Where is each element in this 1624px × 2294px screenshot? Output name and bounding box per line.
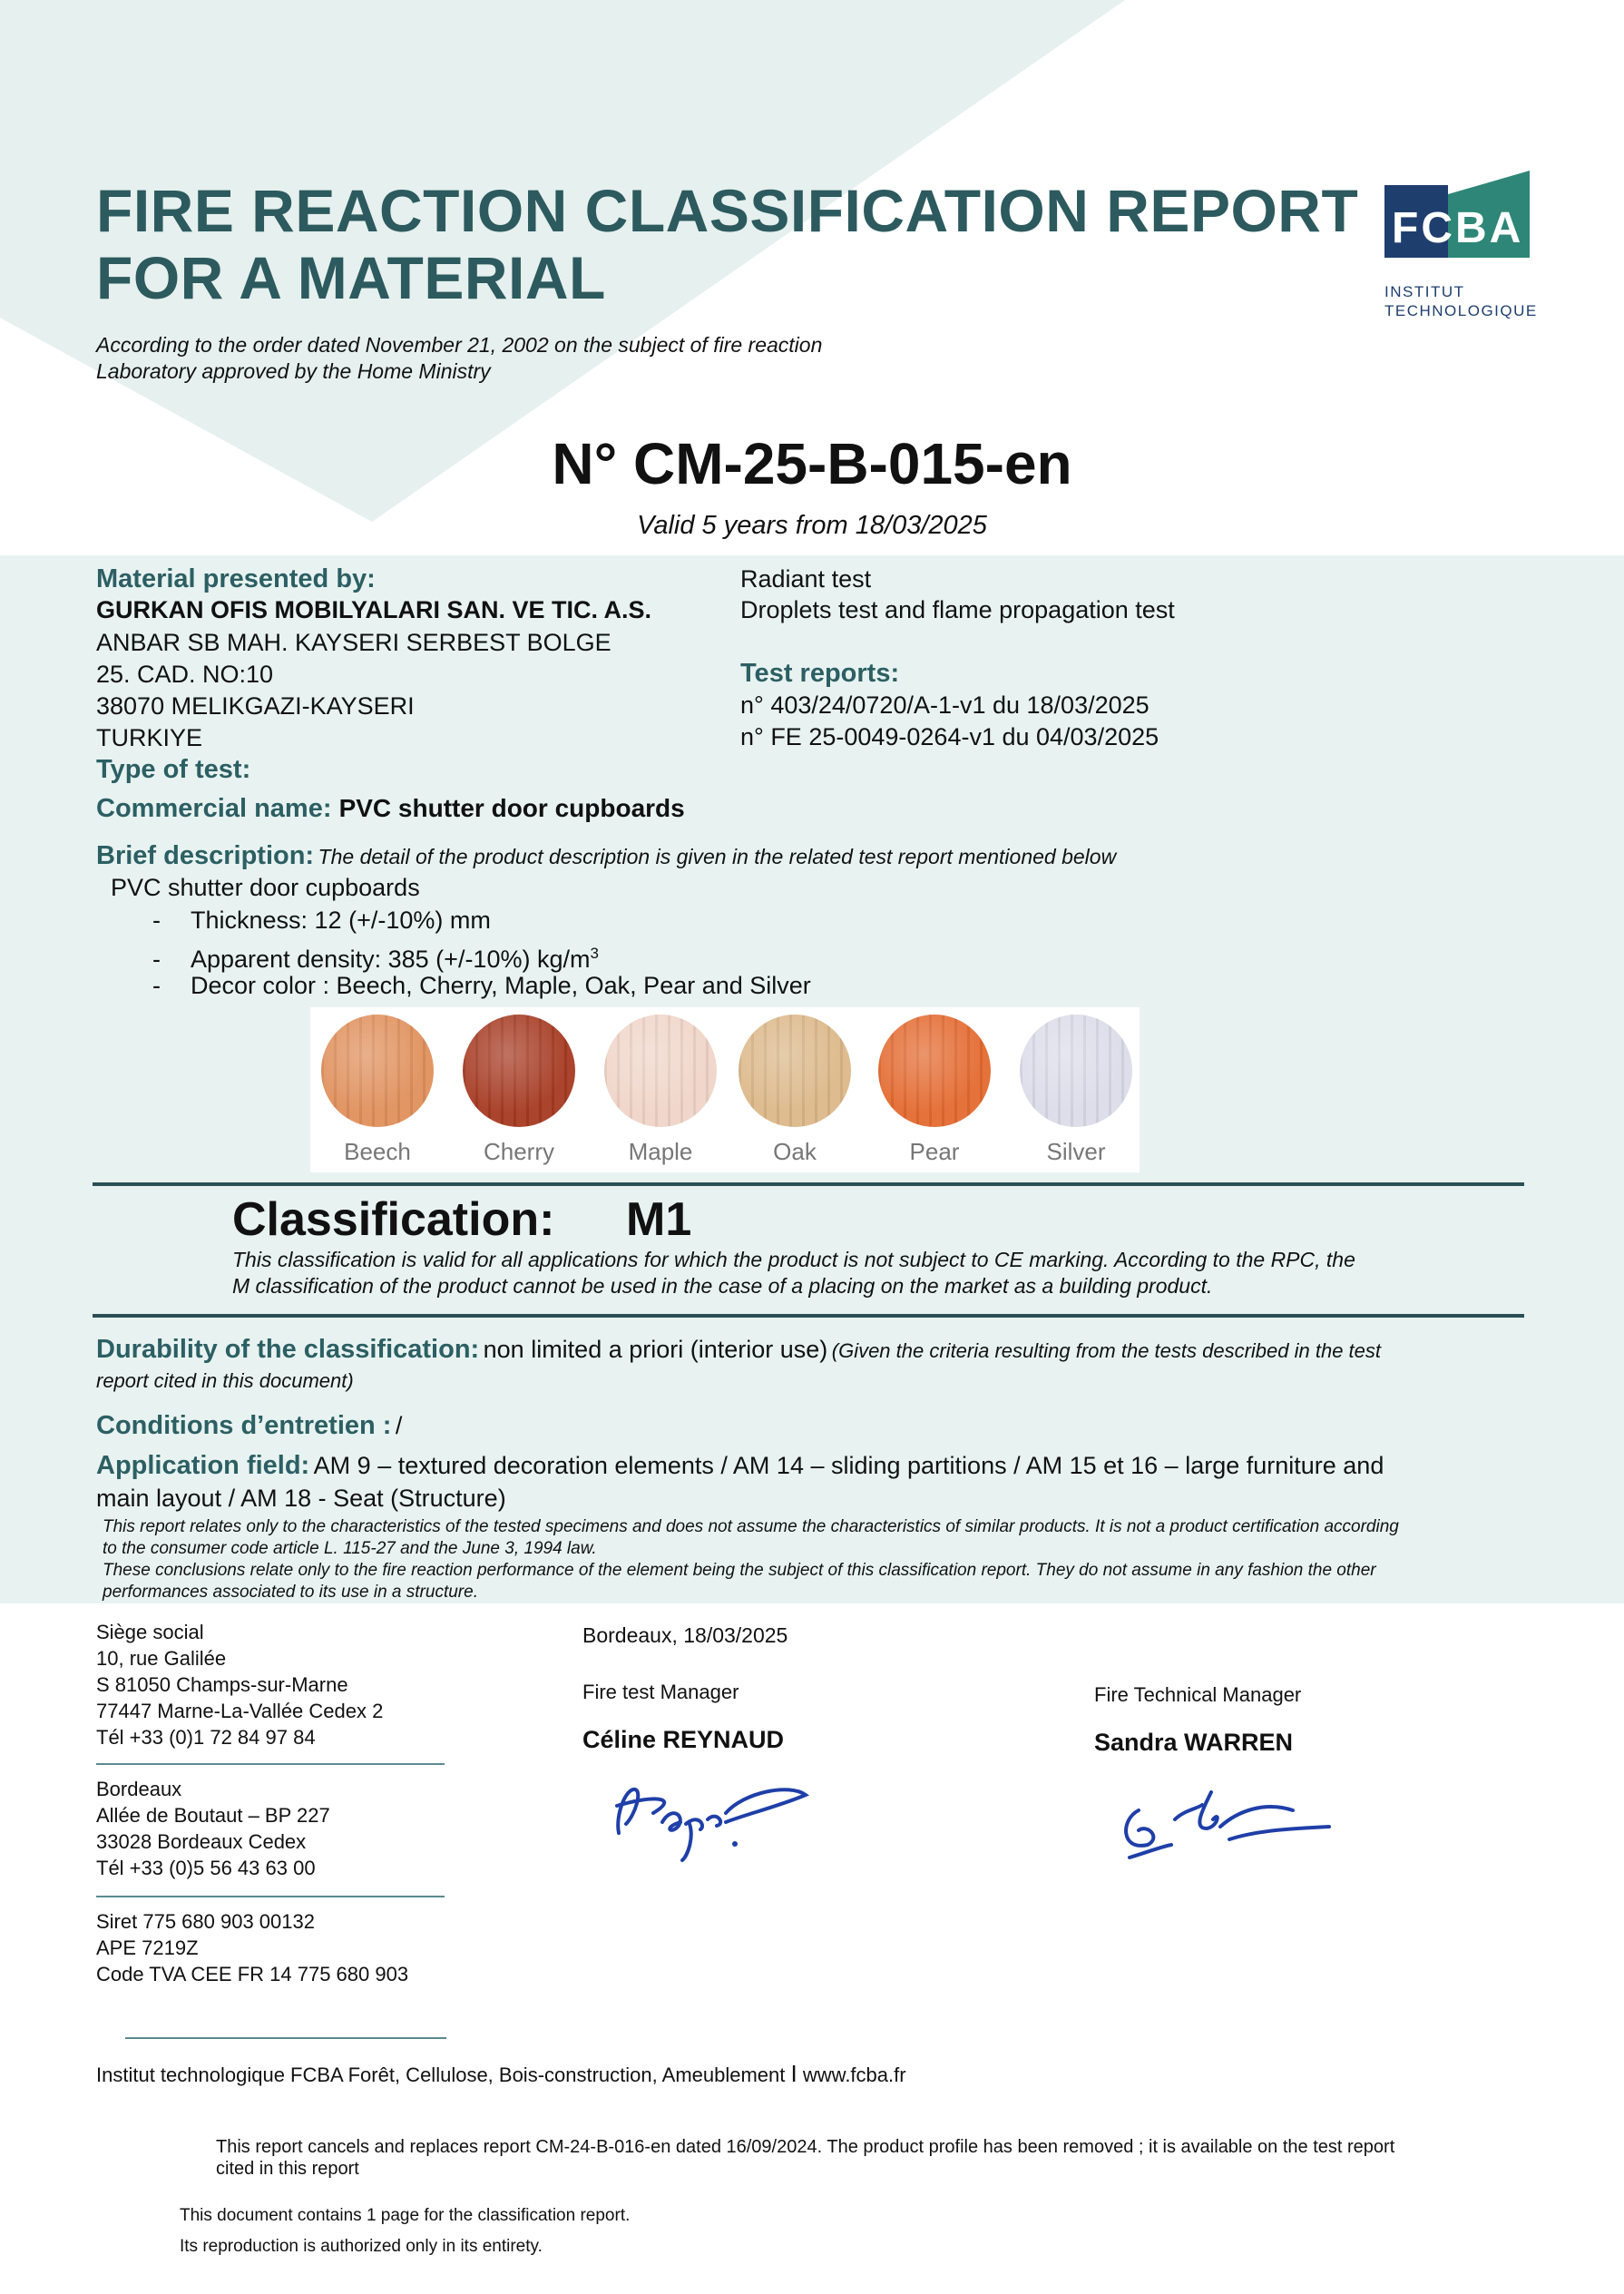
classification-label: Classification: (232, 1193, 555, 1246)
application-field (96, 1450, 1384, 1482)
disclaimer-line: These conclusions relate only to the fire reaction performance of the element being the subject of this classification report. They do not assume in any fashion the other (103, 1561, 1376, 1580)
legal-line: Code TVA CEE FR 14 775 680 903 (96, 1963, 409, 1985)
conditions-value: / (395, 1412, 403, 1439)
subtitle-line2: Laboratory approved by the Home Ministry (96, 359, 491, 383)
footer-divider (125, 2037, 446, 2039)
subtitle-line1: According to the order dated November 21, 2002 on the subject of fire reaction (96, 333, 823, 357)
swatch-maple (604, 1015, 717, 1127)
type-of-test-label: Type of test: (96, 755, 251, 784)
bordeaux-office-line: 33028 Bordeaux Cedex (96, 1830, 307, 1853)
sign1-name: Céline REYNAUD (582, 1726, 785, 1753)
cancels-line2: cited in this report (216, 2159, 359, 2179)
report-validity: Valid 5 years from 18/03/2025 (637, 511, 987, 540)
classification-rule-top (93, 1182, 1524, 1186)
legal-line: APE 7219Z (96, 1936, 199, 1959)
application-label: Application field: (96, 1451, 310, 1480)
institute-name: Institut technologique FCBA Forêt, Cellulose, Bois-construction, Ameublement (96, 2064, 786, 2086)
reproduction-note: Its reproduction is authorized only in its entirety. (180, 2237, 543, 2256)
bullet-text: Decor color : Beech, Cherry, Maple, Oak, Pear and Silver (191, 972, 811, 999)
bullet-dash: - (152, 972, 161, 999)
swatch-oak (739, 1015, 851, 1127)
swatch-label: Silver (1046, 1138, 1106, 1165)
bullet-superscript: 3 (590, 945, 599, 962)
brief-bullet (152, 971, 811, 1001)
head-office-line: Tél +33 (0)1 72 84 97 84 (96, 1726, 316, 1749)
sign1-role: Fire test Manager (582, 1681, 739, 1703)
logo-text: FCBA (1392, 204, 1524, 252)
head-office-line: S 81050 Champs-sur-Marne (96, 1673, 348, 1696)
bullet-dash: - (152, 946, 161, 973)
swatch-silver (1020, 1015, 1132, 1127)
bullet-text: Apparent density: 385 (+/-10%) kg/m (191, 946, 591, 973)
bordeaux-office-line: Bordeaux (96, 1778, 182, 1800)
institute-line (96, 2062, 906, 2087)
signature-reynaud-icon (599, 1770, 817, 1869)
swatch-beech (321, 1015, 434, 1127)
head-office-line: 77447 Marne-La-Vallée Cedex 2 (96, 1700, 384, 1722)
swatch-label: Cherry (483, 1138, 554, 1165)
disclaimer-line: to the consumer code article L. 115-27 and the June 3, 1994 law. (103, 1539, 597, 1558)
classification-note-line2: M classification of the product cannot be used in the case of a placing on the market as a building product. (232, 1274, 1213, 1298)
brief-description-label: Brief description: (96, 841, 315, 870)
fcba-logo (1384, 171, 1538, 325)
test-reports-label: Test reports: (740, 659, 900, 688)
report-title-line1: FIRE REACTION CLASSIFICATION REPORT (96, 177, 1359, 244)
sign2-name: Sandra WARREN (1094, 1729, 1294, 1756)
head-office-line: 10, rue Galilée (96, 1647, 227, 1670)
swatch-cherry (463, 1015, 575, 1127)
classification-note-line1: This classification is valid for all applications for which the product is not subject to CE marking. According to the RPC, the (232, 1248, 1355, 1271)
durability (96, 1334, 1381, 1366)
durability-value: non limited a priori (interior use) (483, 1336, 828, 1363)
sign2-role: Fire Technical Manager (1094, 1683, 1302, 1706)
signature-warren-icon (1111, 1774, 1338, 1878)
swatch-label: Oak (773, 1138, 817, 1165)
commercial-name-label: Commercial name: (96, 794, 332, 823)
application-value-line2: main layout / AM 18 - Seat (Structure) (96, 1485, 506, 1512)
bullet-text: Thickness: 12 (+/-10%) mm (191, 907, 491, 934)
commercial-name-value: PVC shutter door cupboards (338, 794, 685, 822)
durability-label: Durability of the classification: (96, 1335, 480, 1364)
logo-tag-line1: INSTITUT (1384, 283, 1465, 300)
commercial-name (96, 792, 685, 825)
bordeaux-office-line: Allée de Boutaut – BP 227 (96, 1804, 330, 1827)
durability-note: (Given the criteria resulting from the tests described in the test (831, 1339, 1382, 1362)
swatch-label: Pear (909, 1138, 960, 1165)
brief-product: PVC shutter door cupboards (111, 874, 420, 901)
brief-description (96, 840, 1116, 872)
classification-value: M1 (626, 1193, 692, 1246)
brief-bullet (152, 906, 491, 936)
test-item: Droplets test and flame propagation test (740, 596, 1175, 623)
material-label: Material presented by: (96, 564, 376, 593)
brief-bullet (152, 938, 599, 975)
application-value-line1: AM 9 – textured decoration elements / AM 14 – sliding partitions / AM 15 et 16 – large furniture and (313, 1452, 1384, 1479)
bordeaux-office-line: Tél +33 (0)5 56 43 63 00 (96, 1857, 316, 1879)
decor-swatches (310, 1007, 1140, 1172)
institute-separator: I (790, 2060, 797, 2087)
footer-divider (96, 1763, 445, 1765)
material-address-line: 38070 MELIKGAZI-KAYSERI (96, 692, 415, 720)
material-address-line: ANBAR SB MAH. KAYSERI SERBEST BOLGE (96, 629, 611, 656)
material-address-line: 25. CAD. NO:10 (96, 661, 274, 688)
test-report-ref: n° 403/24/0720/A-1-v1 du 18/03/2025 (740, 691, 1150, 719)
bullet-dash: - (152, 907, 161, 934)
logo-tag-line2: TECHNOLOGIQUE (1384, 302, 1538, 319)
swatch-label: Maple (628, 1138, 693, 1165)
test-report-ref: n° FE 25-0049-0264-v1 du 04/03/2025 (740, 723, 1159, 750)
pages-note: This document contains 1 page for the classification report. (180, 2206, 631, 2225)
disclaimer-line: This report relates only to the characteristics of the tested specimens and does not assume the characteristics of similar products. It is not a product certification according (103, 1517, 1399, 1536)
legal-line: Siret 775 680 903 00132 (96, 1910, 315, 1933)
cancels-line1: This report cancels and replaces report CM-24-B-016-en dated 16/09/2024. The product profile has been removed ; it is available on the test report (216, 2137, 1395, 2157)
conditions (96, 1410, 402, 1442)
institute-website[interactable]: www.fcba.fr (802, 2064, 906, 2086)
head-office-line: Siège social (96, 1621, 204, 1643)
classification-rule-bottom (93, 1314, 1524, 1318)
place-date: Bordeaux, 18/03/2025 (582, 1623, 788, 1647)
brief-description-note: The detail of the product description is given in the related test report mentioned below (318, 845, 1117, 868)
material-company: GURKAN OFIS MOBILYALARI SAN. VE TIC. A.S. (96, 596, 652, 623)
report-number: N° CM-25-B-015-en (552, 431, 1072, 496)
disclaimer-line: performances associated to its use in a structure. (103, 1583, 478, 1602)
footer-divider (96, 1896, 445, 1897)
swatch-label: Beech (344, 1138, 411, 1165)
material-address-line: TURKIYE (96, 724, 203, 751)
test-item: Radiant test (740, 565, 872, 593)
conditions-label: Conditions d’entretien : (96, 1411, 392, 1440)
swatch-pear (878, 1015, 991, 1127)
report-title-line2: FOR A MATERIAL (96, 244, 606, 311)
durability-note-cont: report cited in this document) (96, 1369, 354, 1392)
